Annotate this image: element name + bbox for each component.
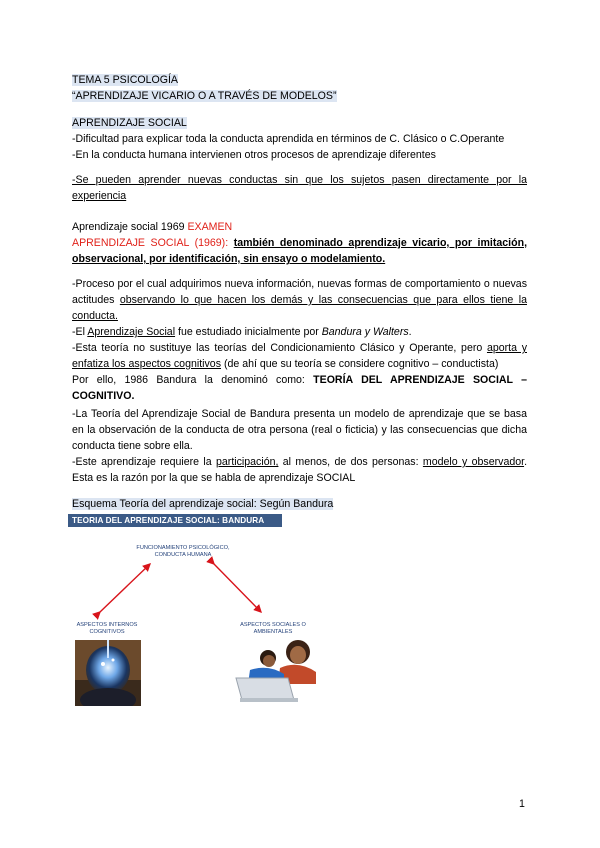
page-number: 1: [519, 798, 525, 810]
section-aprendizaje-social: [72, 115, 527, 163]
bullet-1: -Dificultad para explicar toda la conducta aprendida en términos de C. Clásico o C.Operante: [72, 133, 505, 145]
cognitive-head-icon: [75, 640, 141, 706]
paragraph-3-text-c: (de ahí que su teoría se considere cognitivo – conductista): [221, 358, 499, 370]
cognitive-head-image: [75, 640, 141, 706]
paragraph-2: [72, 324, 527, 340]
key-point-text: -Se pueden aprender nuevas conductas sin que los sujetos pasen directamente por la experiencia: [72, 174, 527, 202]
bandura-diagram: [68, 514, 368, 714]
title-line-2: “APRENDIZAJE VICARIO O A TRAVÉS DE MODELOS”: [72, 90, 337, 102]
diagram-top-label-line-2: CONDUCTA HUMANA: [154, 552, 212, 558]
diagram-banner: TEORIA DEL APRENDIZAJE SOCIAL: BANDURA: [68, 514, 282, 527]
paragraph-4: [72, 372, 527, 404]
paragraph-3: [72, 340, 527, 372]
scheme-caption-block: [72, 496, 527, 512]
diagram-top-label-line-1: FUNCIONAMIENTO PSICOLÓGICO,: [136, 545, 230, 551]
paragraph-1: [72, 276, 527, 324]
title-line-1: TEMA 5 PSICOLOGÍA: [72, 74, 178, 86]
scheme-caption: Esquema Teoría del aprendizaje social: Según Bandura: [72, 498, 334, 510]
section-heading: APRENDIZAJE SOCIAL: [72, 117, 187, 129]
paragraph-6-text-c: al menos, de dos personas:: [278, 456, 423, 468]
diagram-right-label: [228, 622, 318, 636]
paragraph-2-authors: Bandura y Walters: [321, 326, 409, 338]
diagram-right-label-line-2: AMBIENTALES: [253, 629, 293, 635]
diagram-right-label-line-1: ASPECTOS SOCIALES O: [240, 622, 306, 628]
diagram-left-label-line-1: ASPECTOS INTERNOS: [76, 622, 138, 628]
children-laptop-icon: [228, 638, 320, 708]
exam-tag: EXAMEN: [187, 221, 233, 233]
paragraph-5: -La Teoría del Aprendizaje Social de Bandura presenta un modelo de aprendizaje que se basa en la observación de la conducta de otra persona (real o ficticia) y las consecuencias que dicha conducta tiene sobre ella.: [72, 408, 527, 452]
paragraph-6-text-a: -Este aprendizaje requiere la: [72, 456, 217, 468]
paragraph-6-underlined-1: participación,: [216, 456, 279, 468]
paragraph-2-underlined: Aprendizaje Social: [87, 326, 176, 338]
paragraph-6-text-e: . Esta es la razón por la que se habla de aprendizaje SOCIAL: [72, 456, 528, 484]
paragraph-2-text-c: fue estudiado inicialmente por: [175, 326, 322, 338]
paragraph-6-underlined-2: modelo y observador: [422, 456, 525, 468]
paragraph-1-underlined: observando lo que hacen los demás y las consecuencias que para ellos tiene la conducta.: [72, 294, 527, 322]
paragraph-3-underlined: aporta y enfatiza los aspectos cognitivos: [72, 342, 527, 370]
paragraph-2-text-a: -El: [72, 326, 88, 338]
bullet-2: -En la conducta humana intervienen otros procesos de aprendizaje diferentes: [72, 149, 436, 161]
definition-term: APRENDIZAJE SOCIAL (1969):: [72, 237, 234, 249]
paragraph-2-text-e: .: [408, 326, 412, 338]
arrow-left: [100, 564, 150, 612]
paragraph-3-text-a: -Esta teoría no sustituye las teorías del Condicionamiento Clásico y Operante, pero: [72, 342, 487, 354]
paragraph-4-text-a: Por ello, 1986 Bandura la denominó como:: [72, 374, 314, 386]
children-laptop-image: [228, 638, 320, 708]
diagram-left-label-line-2: COGNITIVOS: [89, 629, 125, 635]
title-block: [72, 72, 527, 104]
exam-note-prefix: Aprendizaje social 1969: [72, 221, 188, 233]
paragraph-1-text: -Proceso por el cual adquirimos nueva información, nuevas formas de comportamiento o nuevas actitudes: [72, 278, 527, 306]
bandura-theory-block: [72, 406, 527, 486]
definition-block: [72, 219, 527, 267]
arrow-right: [214, 564, 261, 612]
explanation-block: [72, 276, 527, 404]
paragraph-4-theory-name: TEORÍA DEL APRENDIZAJE SOCIAL – COGNITIVO.: [72, 374, 528, 402]
definition-text: también denominado aprendizaje vicario, por imitación, observacional, por identificación, sin ensayo o modelamiento.: [72, 237, 528, 265]
paragraph-6: [72, 454, 527, 486]
key-point: [72, 172, 527, 204]
diagram-left-label: [62, 622, 152, 636]
